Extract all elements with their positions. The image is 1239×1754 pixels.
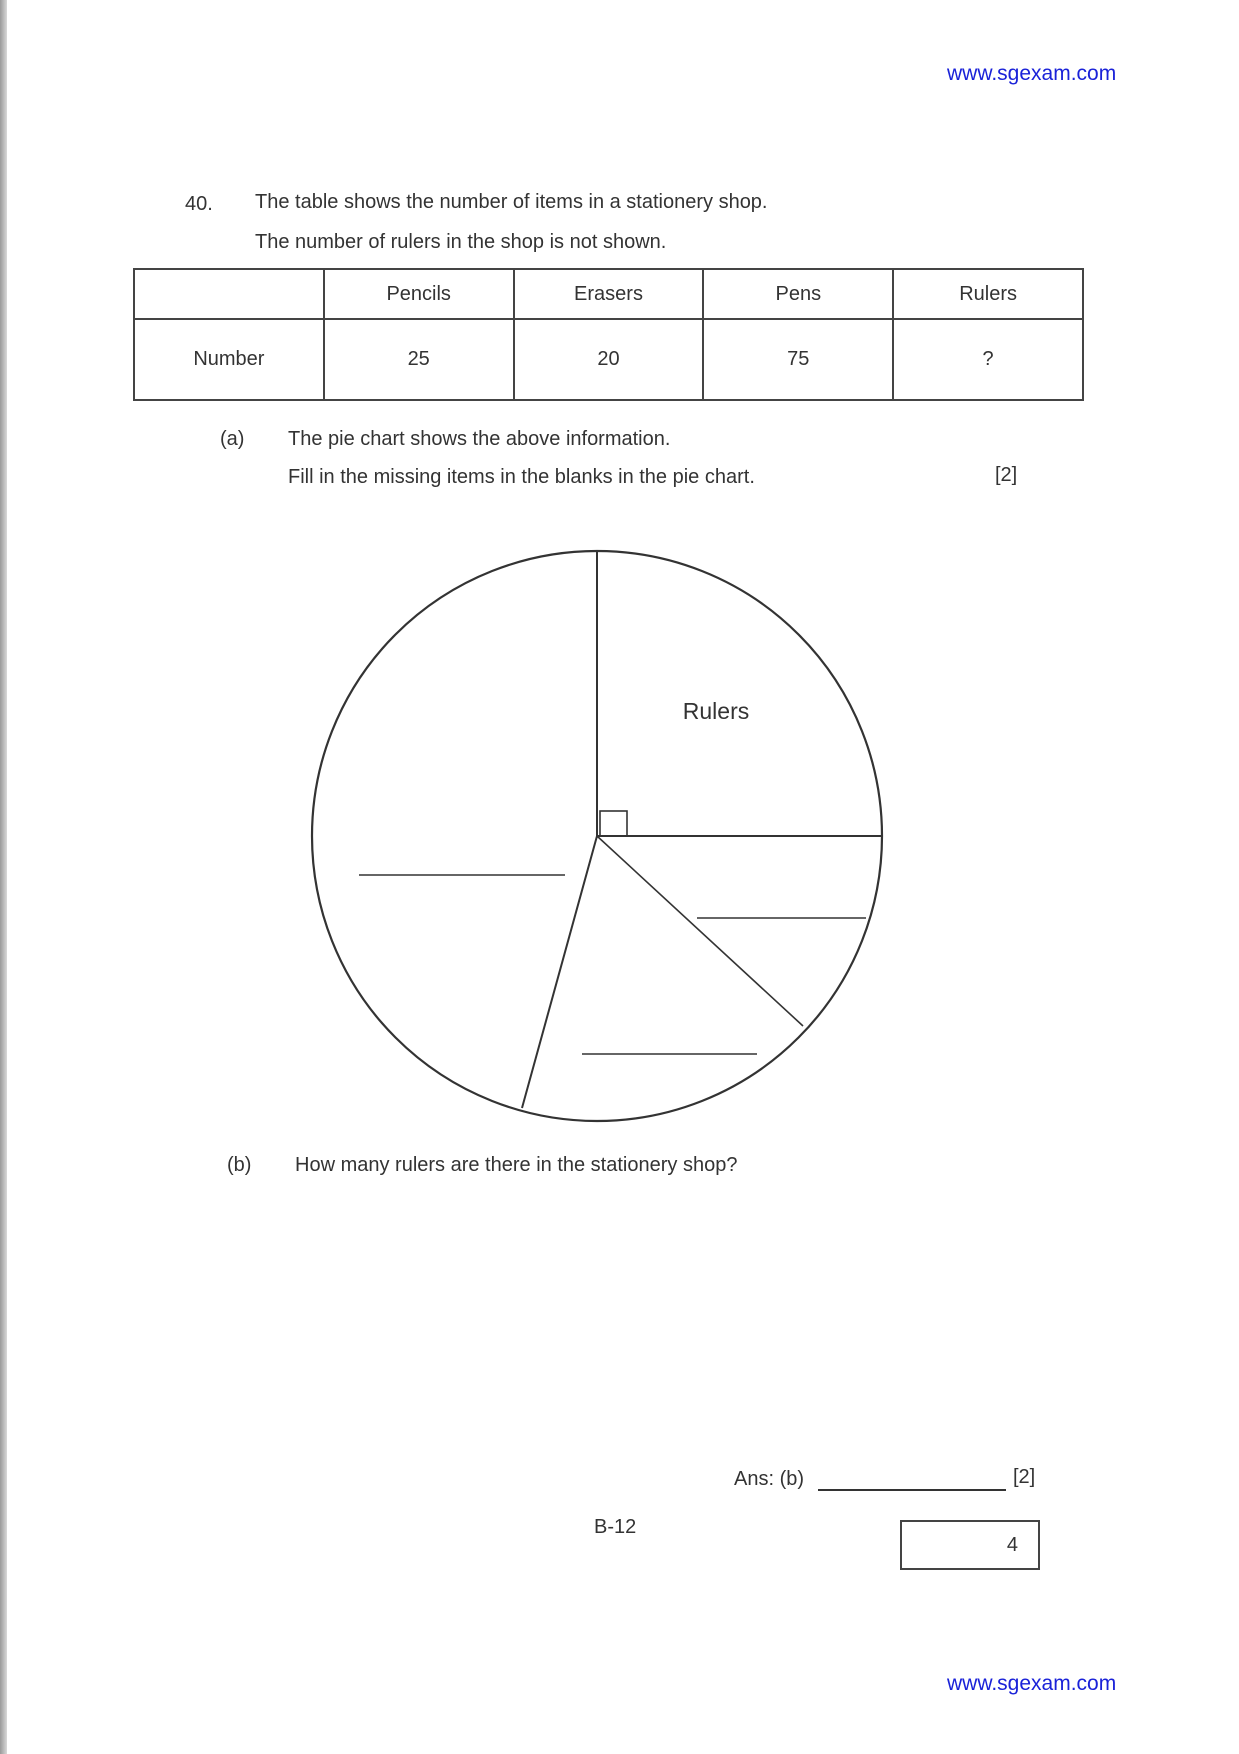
pie-label-rulers: Rulers	[682, 698, 750, 724]
table-header-cell: Erasers	[514, 269, 704, 319]
question-line-1: The table shows the number of items in a stationery shop.	[255, 191, 768, 213]
table-row-label: Number	[134, 319, 324, 400]
part-a-line-2: Fill in the missing items in the blanks in the pie chart.	[288, 466, 755, 488]
answer-marks: [2]	[1013, 1466, 1036, 1488]
part-b-text: How many rulers are there in the stationery shop?	[295, 1154, 738, 1176]
part-a-label: (a)	[220, 428, 245, 450]
table-header-cell: Pencils	[324, 269, 514, 319]
part-a-marks: [2]	[995, 464, 1018, 486]
right-angle-marker	[600, 811, 627, 836]
pie-divider	[597, 836, 803, 1026]
answer-input-line[interactable]	[818, 1489, 1006, 1491]
header-site-link[interactable]: www.sgexam.com	[947, 62, 1117, 85]
table-header-cell: Rulers	[893, 269, 1083, 319]
question-line-2: The number of rulers in the shop is not shown.	[255, 231, 667, 253]
score-box	[900, 1520, 1040, 1570]
score-value: 4	[1006, 1534, 1018, 1556]
table-header-cell: Pens	[703, 269, 893, 319]
page-code: B-12	[594, 1516, 637, 1538]
table-cell: ?	[893, 319, 1083, 400]
part-b-label: (b)	[227, 1154, 252, 1176]
answer-prefix: Ans: (b)	[734, 1468, 805, 1490]
part-a-line-1: The pie chart shows the above information.	[288, 428, 671, 450]
footer-site-link[interactable]: www.sgexam.com	[947, 1672, 1117, 1695]
question-number: 40.	[185, 193, 213, 215]
table-cell: 20	[514, 319, 704, 400]
pie-divider	[522, 836, 597, 1108]
table-cell: 75	[703, 319, 893, 400]
table-cell: 25	[324, 319, 514, 400]
